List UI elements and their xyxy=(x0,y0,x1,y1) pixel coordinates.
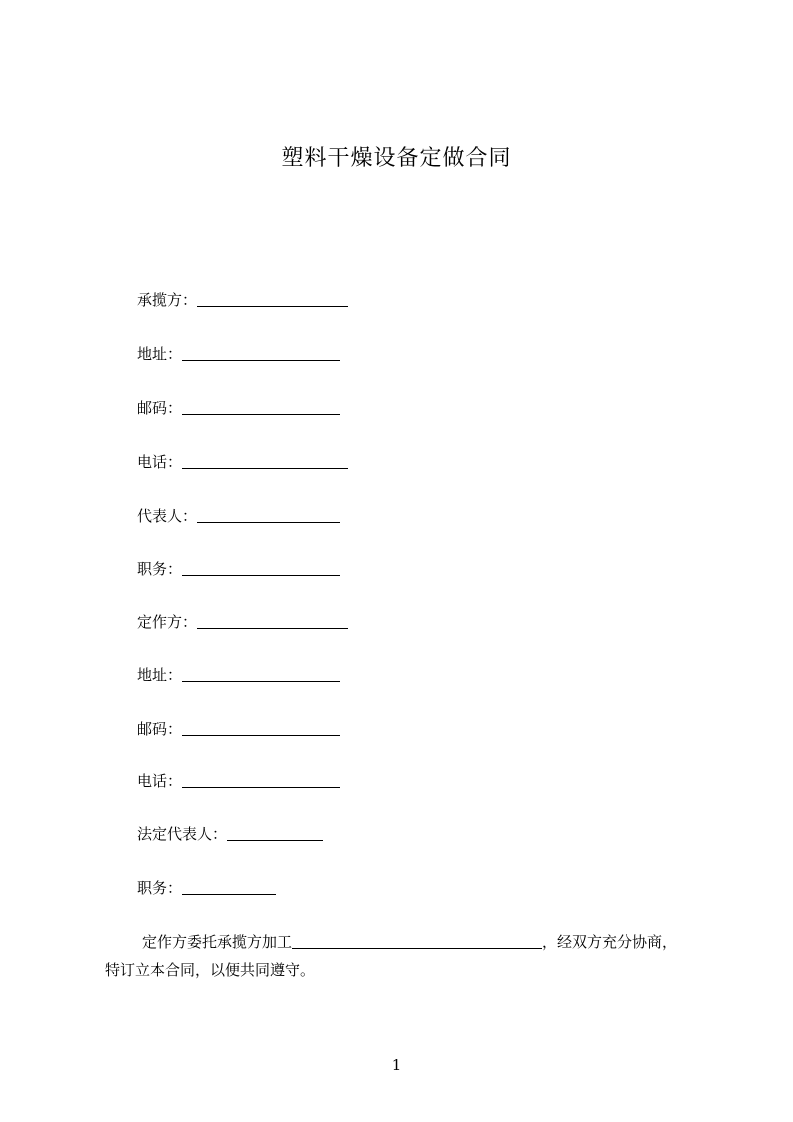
contractor-phone-field xyxy=(137,452,348,472)
contractor-position-field xyxy=(137,559,340,579)
orderer-name-field xyxy=(137,612,348,632)
contractor-postcode-field xyxy=(137,398,340,418)
contractor-postcode-blank[interactable] xyxy=(182,400,340,415)
contractor-representative-field xyxy=(137,506,340,526)
clause-line-1-end: ，经双方充分协商， xyxy=(542,933,678,951)
orderer-postcode-blank[interactable] xyxy=(182,721,340,736)
orderer-address-field xyxy=(137,665,340,685)
contractor-position-label: 职务： xyxy=(137,560,183,578)
orderer-legal-rep-field xyxy=(137,824,323,844)
document-title: 塑料干燥设备定做合同 xyxy=(281,146,512,171)
orderer-position-label: 职务： xyxy=(137,879,183,897)
contractor-postcode-label: 邮码： xyxy=(137,399,183,417)
clause-line-2: 特订立本合同，以便共同遵守。 xyxy=(105,961,316,979)
clause-line-1-start: 定作方委托承揽方加工 xyxy=(142,933,293,951)
processing-item-blank[interactable] xyxy=(292,934,542,949)
contractor-name-blank[interactable] xyxy=(197,292,348,307)
page-number: 1 xyxy=(391,1056,402,1074)
orderer-name-label: 定作方： xyxy=(137,613,198,631)
orderer-legal-rep-label: 法定代表人： xyxy=(137,825,228,843)
contractor-representative-blank[interactable] xyxy=(197,508,340,523)
orderer-address-blank[interactable] xyxy=(182,667,340,682)
orderer-phone-label: 电话： xyxy=(137,772,183,790)
orderer-address-label: 地址： xyxy=(137,666,183,684)
clause-line-1 xyxy=(142,932,677,952)
contractor-name-field xyxy=(137,290,348,310)
contractor-representative-label: 代表人： xyxy=(137,507,198,525)
contractor-name-label: 承揽方： xyxy=(137,291,198,309)
orderer-position-blank[interactable] xyxy=(182,880,276,895)
orderer-postcode-label: 邮码： xyxy=(137,720,183,738)
contractor-phone-blank[interactable] xyxy=(182,454,348,469)
orderer-phone-field xyxy=(137,771,340,791)
contractor-position-blank[interactable] xyxy=(182,561,340,576)
contractor-phone-label: 电话： xyxy=(137,453,183,471)
contractor-address-blank[interactable] xyxy=(182,346,340,361)
contractor-address-field xyxy=(137,344,340,364)
orderer-name-blank[interactable] xyxy=(197,614,348,629)
orderer-phone-blank[interactable] xyxy=(182,773,340,788)
orderer-legal-rep-blank[interactable] xyxy=(227,826,323,841)
orderer-position-field xyxy=(137,878,276,898)
orderer-postcode-field xyxy=(137,719,340,739)
contractor-address-label: 地址： xyxy=(137,345,183,363)
